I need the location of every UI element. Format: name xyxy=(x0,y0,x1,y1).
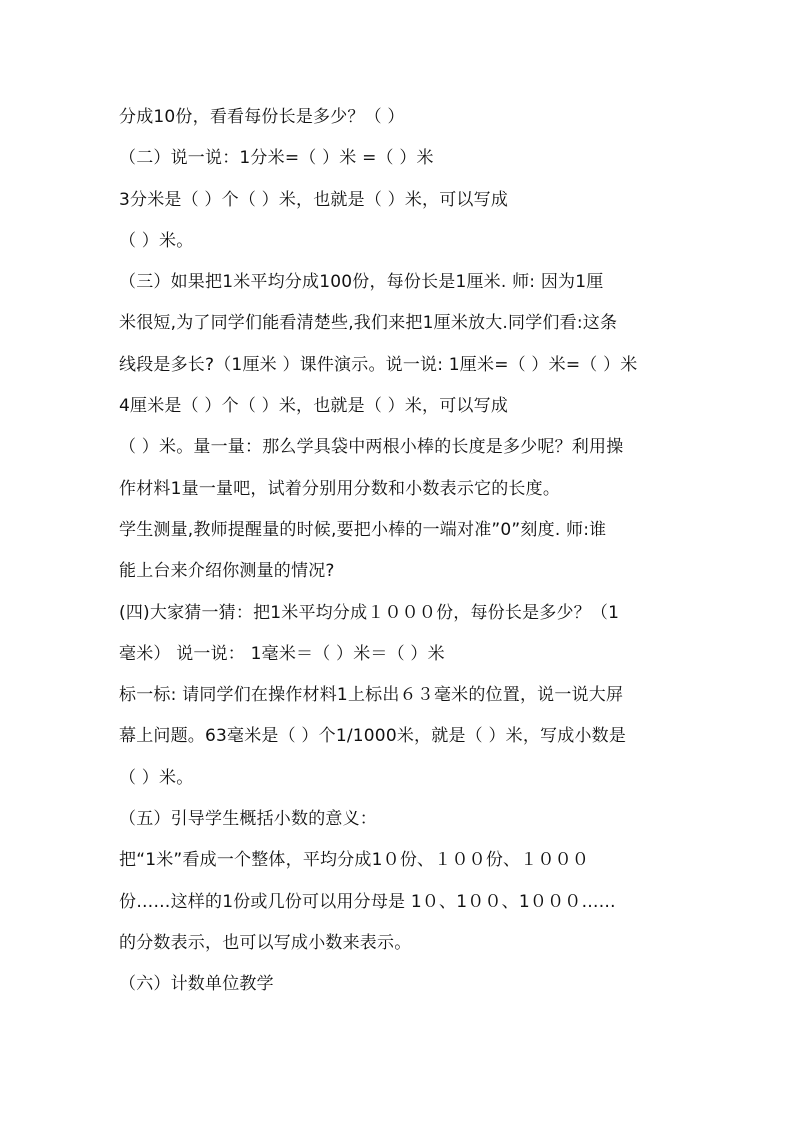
text-line-20: 份……这样的1份或几份可以用分母是 1０、1００、1０００…… xyxy=(119,891,616,912)
text-line-10: 作材料1量一量吧，试着分别用分数和小数表示它的长度。 xyxy=(119,478,561,499)
text-line-7: 线段是多长?（1厘米 ）课件演示。说一说: 1厘米=（ ）米=（ ）米 xyxy=(119,354,638,375)
text-line-5: （三）如果把1米平均分成100份，每份长是1厘米. 师: 因为1厘 xyxy=(119,272,604,293)
text-line-19: 把“1米”看成一个整体，平均分成1０份、１００份、１０００ xyxy=(119,850,590,871)
text-line-12: 能上台来介绍你测量的情况? xyxy=(119,561,335,582)
text-line-11: 学生测量,教师提醒量的时候,要把小棒的一端对准”0”刻度. 师:谁 xyxy=(119,519,607,540)
text-line-9: （ ）米。量一量：那么学具袋中两根小棒的长度是多少呢？利用操 xyxy=(119,437,624,458)
text-line-2: （二）说一说：1分米=（ ）米 =（ ）米 xyxy=(119,148,434,169)
text-line-8: 4厘米是（ ）个（ ）米，也就是（ ）米，可以写成 xyxy=(119,396,509,417)
text-line-3: 3分米是（ ）个（ ）米，也就是（ ）米，可以写成 xyxy=(119,189,509,210)
text-line-22: （六）计数单位教学 xyxy=(119,974,274,995)
text-line-14: 毫米） 说一说： 1毫米＝（ ）米＝（ ）米 xyxy=(119,643,445,664)
text-line-21: 的分数表示，也可以写成小数来表示。 xyxy=(119,932,412,953)
text-line-16: 幕上问题。63毫米是（ ）个1/1000米，就是（ ）米，写成小数是 xyxy=(119,726,627,747)
document-body xyxy=(119,101,679,1010)
text-line-6: 米很短,为了同学们能看清楚些,我们来把1厘米放大.同学们看:这条 xyxy=(119,313,618,334)
text-line-1: 分成10份，看看每份长是多少？（ ） xyxy=(119,107,405,127)
text-line-18: （五）引导学生概括小数的意义： xyxy=(119,809,377,830)
text-line-15: 标一标: 请同学们在操作材料1上标出６３毫米的位置，说一说大屏 xyxy=(119,685,624,706)
text-line-17: （ ）米。 xyxy=(119,767,194,788)
text-line-4: （ ）米。 xyxy=(119,230,194,251)
text-line-13: (四)大家猜一猜：把1米平均分成１０００份，每份长是多少？（1 xyxy=(119,602,620,623)
